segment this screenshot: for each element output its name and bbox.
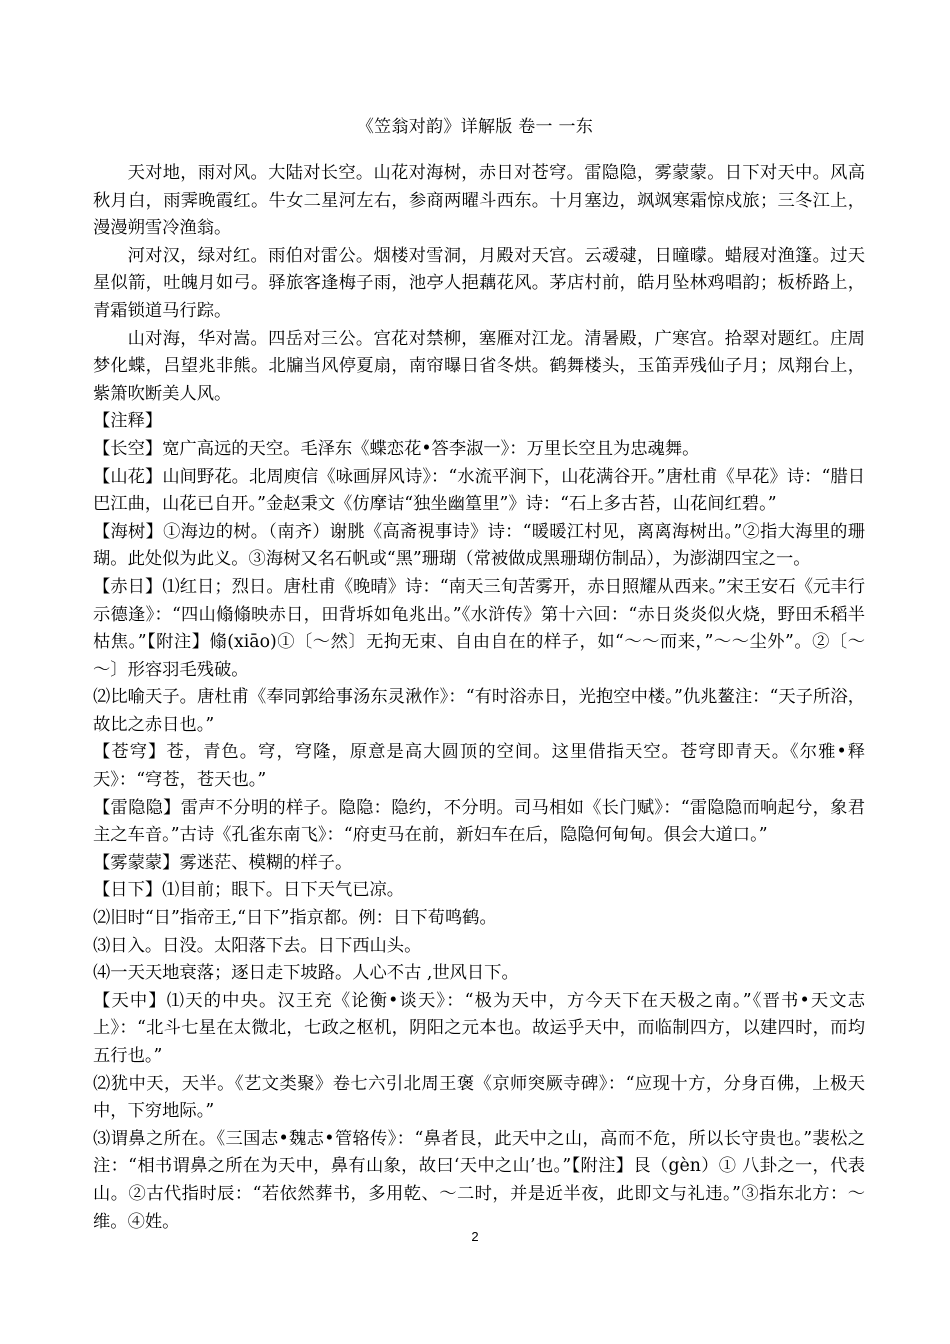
note-cangqiong: 【苍穹】苍，青色。穹，穹隆，原意是高大圆顶的空间。这里借指天空。苍穹即青天。《尔雅•释天》：“穹苍，苍天也。” — [93, 742, 865, 791]
document-body — [93, 160, 865, 1236]
note-rixia-1: 【日下】⑴目前；眼下。日下天气已凉。 — [93, 880, 405, 901]
verse-paragraph-1: 天对地，雨对风。大陆对长空。山花对海树，赤日对苍穹。雷隐隐，雾蒙蒙。日下对天中。风高秋月白，雨霁晚霞红。牛女二星河左右，参商两曜斗西东。十月塞边，飒飒寒霜惊戍旅；三冬江上，漫漫朔雪冷渔翁。 — [93, 163, 865, 239]
verse-paragraph-2: 河对汉，绿对红。雨伯对雷公。烟楼对雪洞，月殿对天宫。云叆叇，日曈曚。蜡屐对渔篷。过天星似箭，吐魄月如弓。驿旅客逢梅子雨，池亭人挹藕花风。茅店村前，皓月坠林鸡唱韵；板桥路上，青霜锁道马行踪。 — [93, 245, 865, 321]
note-changkong: 【长空】宽广高远的天空。毛泽东《蝶恋花•答李淑一》：万里长空且为忠魂舞。 — [93, 438, 700, 459]
note-tianzhong-1: 【天中】⑴天的中央。汉王充《论衡•谈天》：“极为天中，方今天下在天极之南。”《晋书•天文志上》：“北斗七星在太微北，七政之枢机，阴阳之元本也。故运乎天中，而临制四方，以建四时，而均五行也。” — [93, 990, 865, 1066]
note-shanhua: 【山花】山间野花。北周庾信《咏画屏风诗》：“水流平涧下，山花满谷开。”唐杜甫《早花》诗：“腊日巴江曲，山花已自开。”金赵秉文《仿摩诘“独坐幽篁里”》诗：“石上多古苔，山花间红碧。” — [93, 466, 865, 515]
note-leiyinyin: 【雷隐隐】雷声不分明的样子。隐隐：隐约，不分明。司马相如《长门赋》：“雷隐隐而响起兮，象君主之车音。”古诗《孔雀东南飞》：“府吏马在前，新妇车在后，隐隐何甸甸。俱会大道口。” — [93, 797, 865, 846]
note-haishu: 【海树】①海边的树。（南齐）谢朓《高斋視事诗》诗：“暖暖江村见，离离海树出。”②指大海里的珊瑚。此处似为此义。③海树又名石帆或“黑”珊瑚（常被做成黑珊瑚仿制品），为澎湖四宝之一。 — [93, 521, 865, 570]
note-wumengmeng: 【雾蒙蒙】雾迷茫、模糊的样子。 — [93, 852, 353, 873]
note-rixia-2: ⑵旧时“日”指帝王,“日下”指京都。例：日下荀鸣鹤。 — [93, 908, 497, 929]
note-tianzhong-3: ⑶谓鼻之所在。《三国志•魏志•管辂传》：“鼻者艮，此天中之山，高而不危，所以长守贵也。”裴松之注：“相书谓鼻之所在为天中，鼻有山象，故曰‘天中之山’也。”【附注】艮（gèn）① 八卦之一，代表山。②古代指时辰：“若依然葬书，多用乾、～二时，并是近半夜，此即文与礼违。”③指东北方：～维。④姓。 — [93, 1128, 865, 1232]
note-chiri-1: 【赤日】⑴红日；烈日。唐杜甫《晚晴》诗：“南天三旬苦雾开，赤日照耀从西来。”宋王安石《元丰行示德逢》：“四山翛翛映赤日，田背坼如龟兆出。”《水浒传》第十六回：“赤日炎炎似火烧，野田禾稻半枯焦。”【附注】翛(xiāo)①〔～然〕无拘无束、自由自在的样子，如“～～而来，”～～尘外”。②〔～～〕形容羽毛残破。 — [93, 576, 865, 680]
notes-heading: 【注释】 — [93, 411, 163, 432]
note-chiri-2: ⑵比喻天子。唐杜甫《奉同郭给事汤东灵湫作》：“有时浴赤日，光抱空中楼。”仇兆鳌注：“天子所浴，故比之赤日也。” — [93, 687, 865, 735]
note-rixia-3: ⑶日入。日没。太阳落下去。日下西山头。 — [93, 935, 422, 956]
note-rixia-4: ⑷一天天地衰落；逐日走下坡路。人心不古 ,世风日下。 — [93, 963, 519, 984]
note-tianzhong-2: ⑵犹中天，天半。《艺文类聚》卷七六引北周王褒《京师突厥寺碑》：“应现十方，分身百佛，上极天中，下穷地际。” — [93, 1073, 865, 1122]
verse-paragraph-3: 山对海，华对嵩。四岳对三公。宫花对禁柳，塞雁对江龙。清暑殿，广寒宫。拾翠对题红。庄周梦化蝶，吕望兆非熊。北牖当风停夏扇，南帘曝日省冬烘。鹤舞楼头，玉笛弄残仙子月；凤翔台上，紫箫吹断美人风。 — [93, 328, 865, 404]
page-number: 2 — [471, 1229, 479, 1244]
page-title: 《笠翁对韵》详解版 卷一 一东 — [356, 117, 594, 137]
